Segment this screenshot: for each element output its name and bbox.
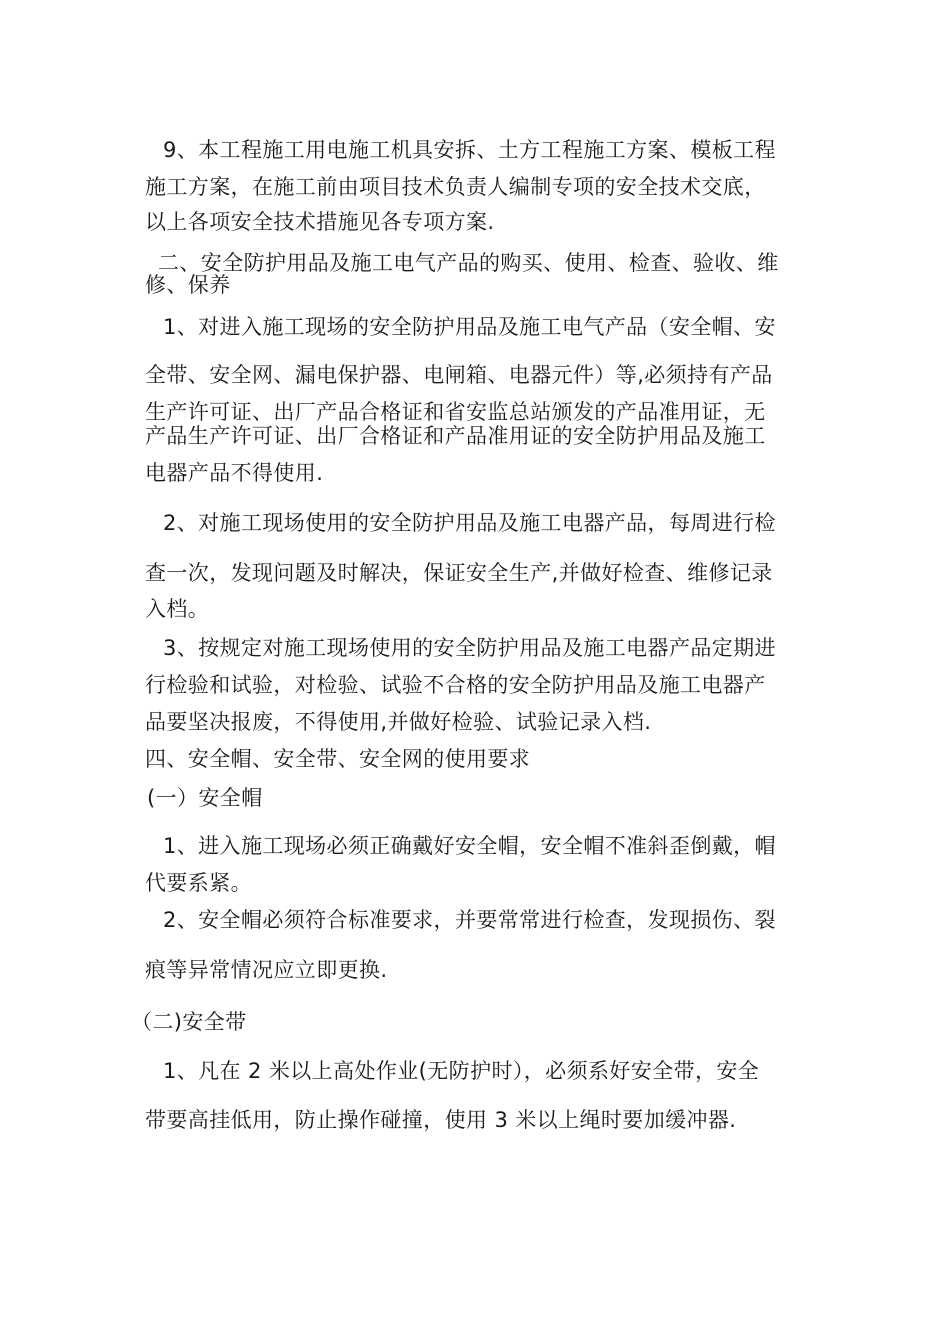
subsection-heading: （二)安全带 xyxy=(131,1010,247,1034)
section-heading: 修、保养 xyxy=(145,273,231,297)
text-line: 查一次，发现问题及时解决，保证安全生产,并做好检查、维修记录 xyxy=(145,561,773,585)
text-line: 品要坚决报废，不得使用,并做好检验、试验记录入档. xyxy=(145,710,652,734)
text-line: 带要高挂低用，防止操作碰撞，使用 3 米以上绳时要加缓冲器. xyxy=(145,1108,737,1132)
text-line: 生产许可证、出厂产品合格证和省安监总站颁发的产品准用证，无 xyxy=(145,400,766,424)
text-line: 痕等异常情况应立即更换. xyxy=(145,958,388,982)
text-line: 以上各项安全技术措施见各专项方案. xyxy=(145,210,495,234)
text-line: 2、安全帽必须符合标准要求，并要常常进行检查，发现损伤、裂 xyxy=(163,908,776,932)
text-line: 行检验和试验，对检验、试验不合格的安全防护用品及施工电器产 xyxy=(145,673,766,697)
text-line: 代要系紧。 xyxy=(145,871,252,895)
text-line: 入档。 xyxy=(145,597,210,621)
text-line: 产品生产许可证、出厂合格证和产品准用证的安全防护用品及施工 xyxy=(145,424,766,448)
subsection-heading: (一）安全帽 xyxy=(147,786,263,810)
text-line: 3、按规定对施工现场使用的安全防护用品及施工电器产品定期进 xyxy=(163,636,776,660)
section-heading: 四、安全帽、安全带、安全网的使用要求 xyxy=(145,747,531,771)
text-line: 全带、安全网、漏电保护器、电闸箱、电器元件）等,必须持有产品 xyxy=(145,363,773,387)
section-heading: 二、安全防护用品及施工电气产品的购买、使用、检查、验收、维 xyxy=(158,251,779,275)
text-line: 电器产品不得使用. xyxy=(145,461,324,485)
text-line: 2、对施工现场使用的安全防护用品及施工电器产品，每周进行检 xyxy=(163,511,776,535)
text-line: 1、对进入施工现场的安全防护用品及施工电气产品（安全帽、安 xyxy=(163,315,776,339)
text-line: 施工方案，在施工前由项目技术负责人编制专项的安全技术交底， xyxy=(145,175,766,199)
text-line: 1、进入施工现场必须正确戴好安全帽，安全帽不准斜歪倒戴，帽 xyxy=(163,834,776,858)
text-line: 1、凡在 2 米以上高处作业(无防护时），必须系好安全带，安全 xyxy=(163,1059,760,1083)
text-line: 9、本工程施工用电施工机具安拆、土方工程施工方案、模板工程 xyxy=(163,138,776,162)
